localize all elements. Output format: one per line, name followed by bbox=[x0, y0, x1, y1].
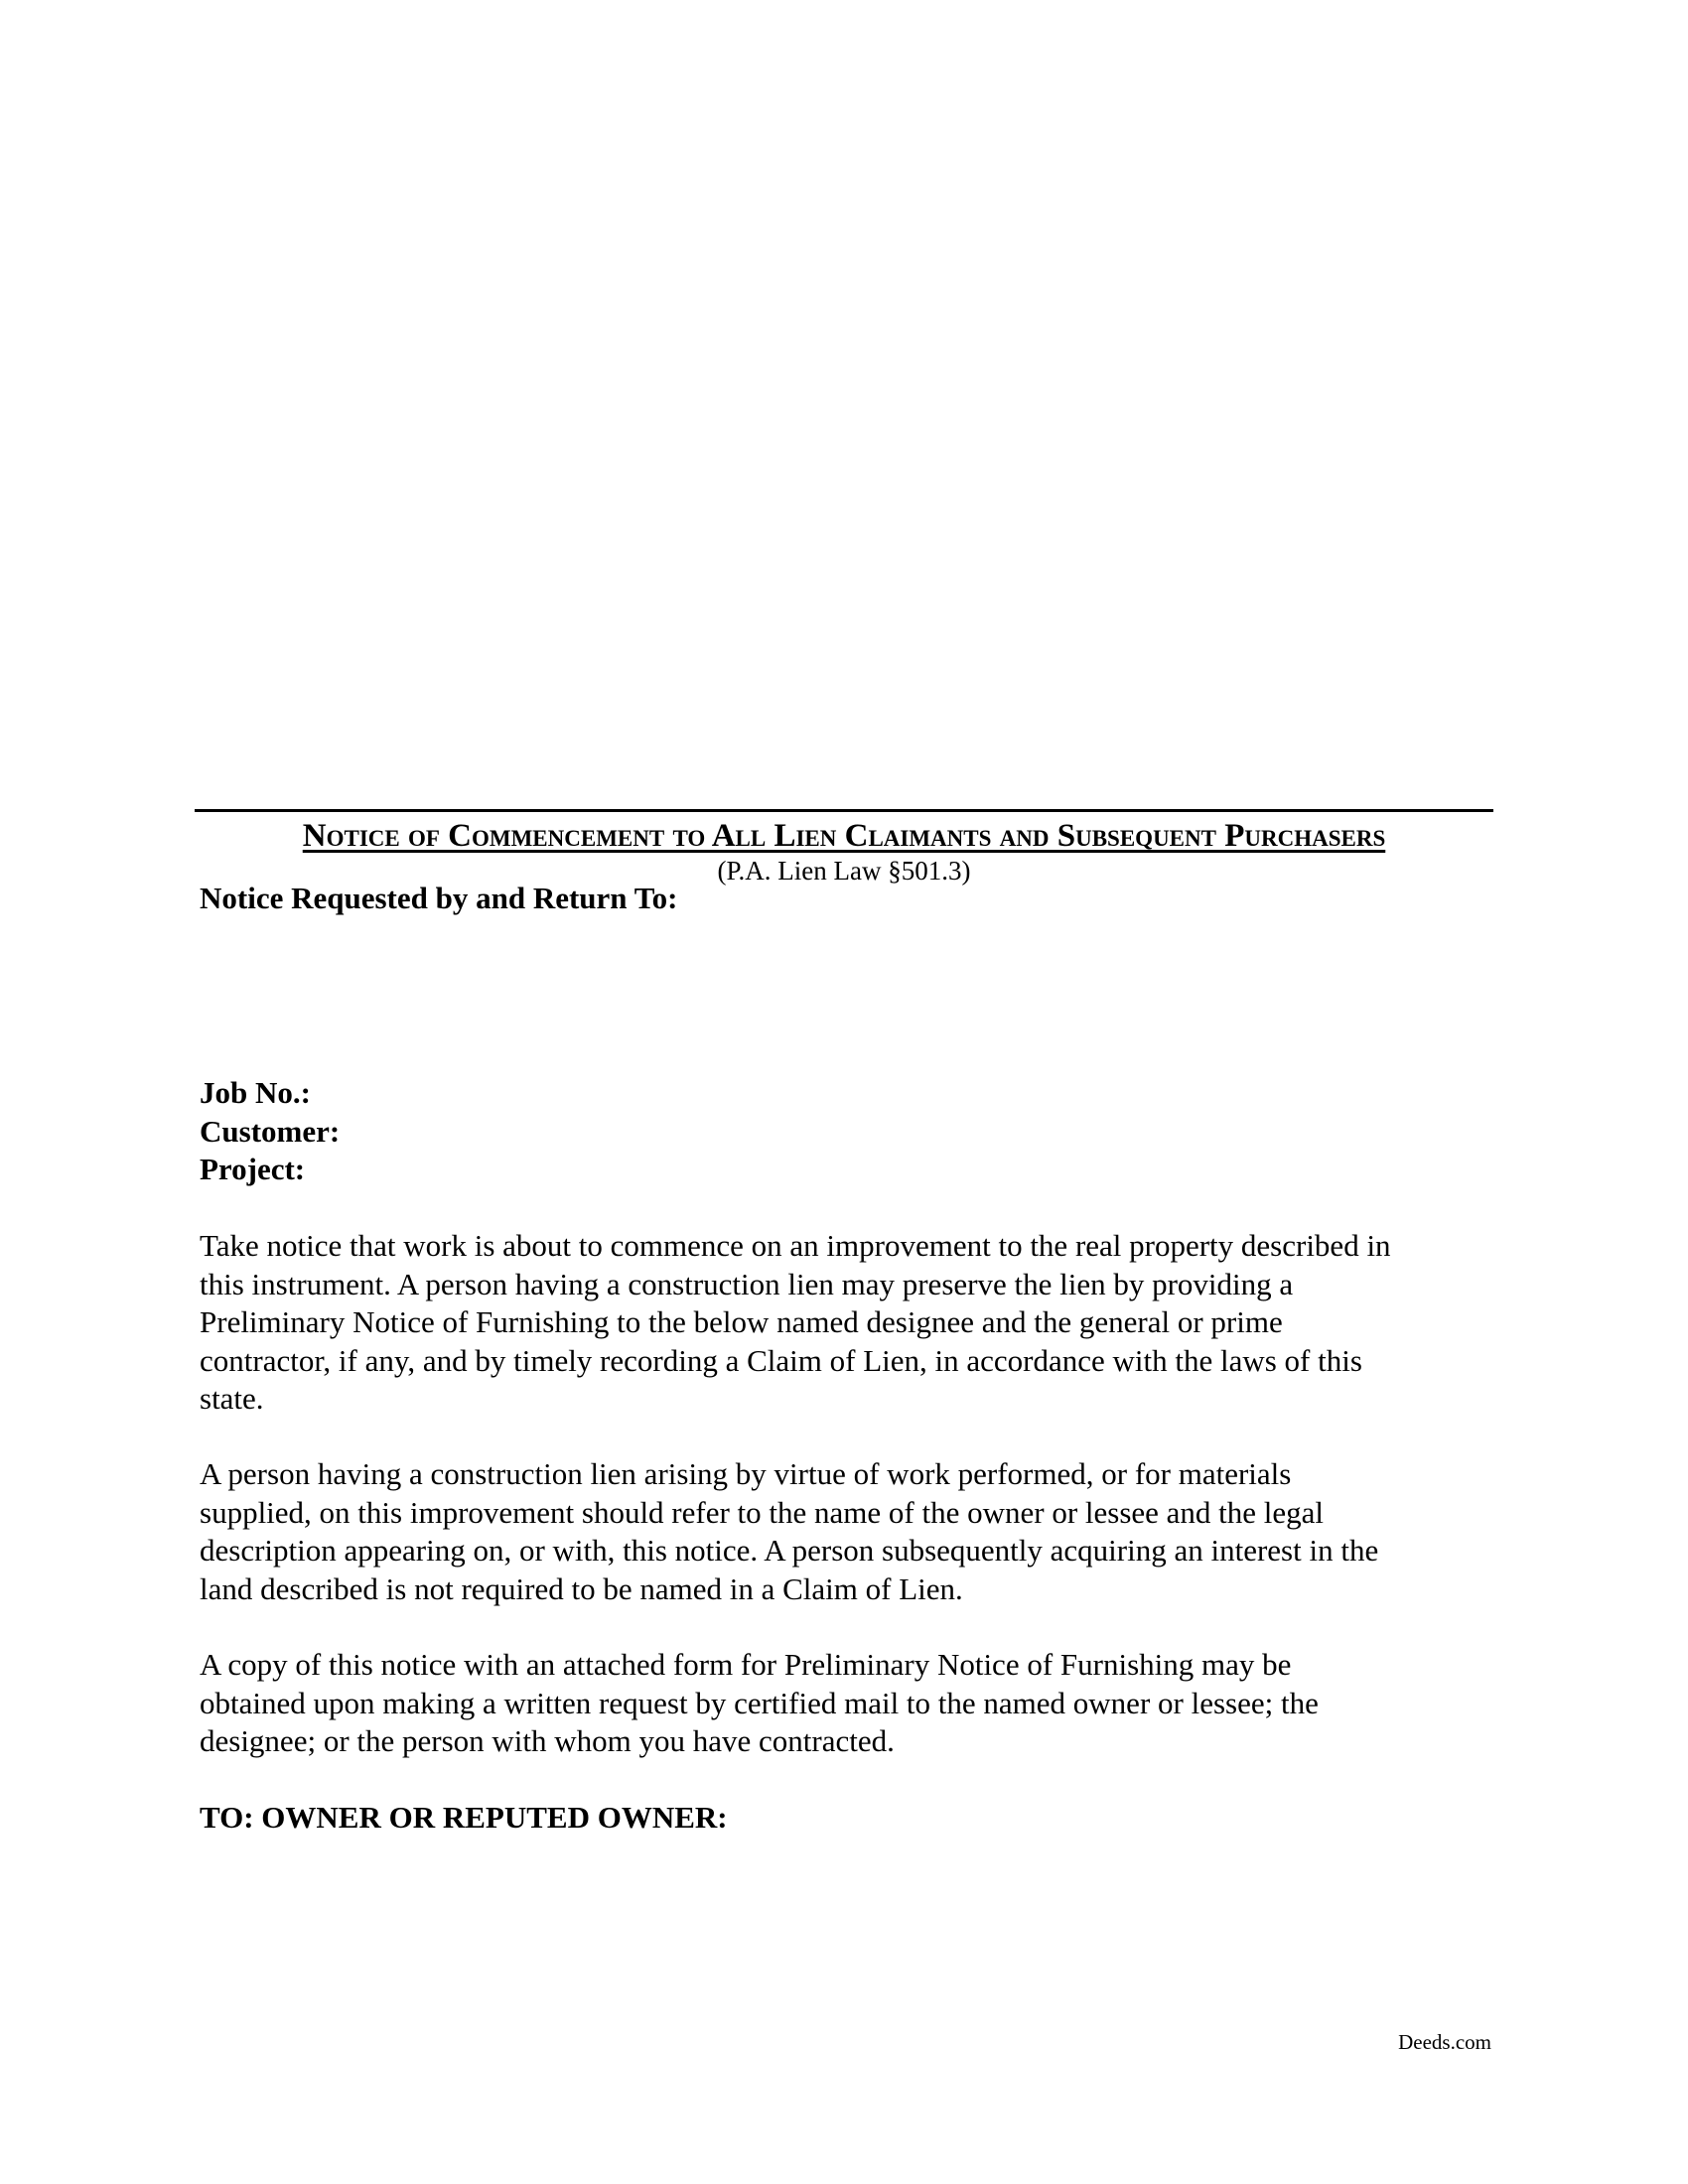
footer-brand: Deeds.com bbox=[1398, 2030, 1491, 2054]
job-fields-list bbox=[200, 1074, 340, 1189]
paragraph-line: description appearing on, or with, this notice. A person subsequently acquiring an interest in the bbox=[200, 1533, 1379, 1568]
customer-label: Customer: bbox=[200, 1113, 341, 1149]
project-label: Project: bbox=[200, 1152, 306, 1186]
statute-citation: (P.A. Lien Law §501.3) bbox=[717, 856, 971, 886]
paragraph-line: supplied, on this improvement should refer to the name of the owner or lessee and the legal bbox=[200, 1494, 1325, 1530]
paragraph-line: this instrument. A person having a construction lien may preserve the lien by providing a bbox=[200, 1266, 1294, 1301]
paragraph-line: contractor, if any, and by timely recording a Claim of Lien, in accordance with the laws of this bbox=[200, 1342, 1362, 1378]
paragraph-take-notice bbox=[200, 1227, 1520, 1419]
paragraph-line: land described is not required to be named in a Claim of Lien. bbox=[200, 1570, 963, 1606]
paragraph-line: state. bbox=[200, 1381, 264, 1416]
paragraph-line: Take notice that work is about to commence on an improvement to the real property described in bbox=[200, 1228, 1391, 1263]
title-top-rule bbox=[195, 809, 1493, 812]
owner-heading: TO: OWNER OR REPUTED OWNER: bbox=[200, 1800, 728, 1835]
paragraph-lien-claimant bbox=[200, 1455, 1520, 1608]
job-number-label: Job No.: bbox=[200, 1075, 311, 1110]
paragraph-line: obtained upon making a written request by certified mail to the named owner or lessee; the bbox=[200, 1685, 1319, 1720]
paragraph-line: designee; or the person with whom you have contracted. bbox=[200, 1723, 895, 1758]
paragraph-line: A copy of this notice with an attached form for Preliminary Notice of Furnishing may be bbox=[200, 1647, 1292, 1682]
return-to-heading: Notice Requested by and Return To: bbox=[200, 881, 678, 915]
paragraph-line: A person having a construction lien arising by virtue of work performed, or for materials bbox=[200, 1456, 1292, 1491]
paragraph-line: Preliminary Notice of Furnishing to the below named designee and the general or prime bbox=[200, 1304, 1283, 1339]
paragraph-copy-of-notice bbox=[200, 1646, 1520, 1761]
document-title: Notice of Commencement to All Lien Claimants and Subsequent Purchasers bbox=[302, 818, 1386, 854]
